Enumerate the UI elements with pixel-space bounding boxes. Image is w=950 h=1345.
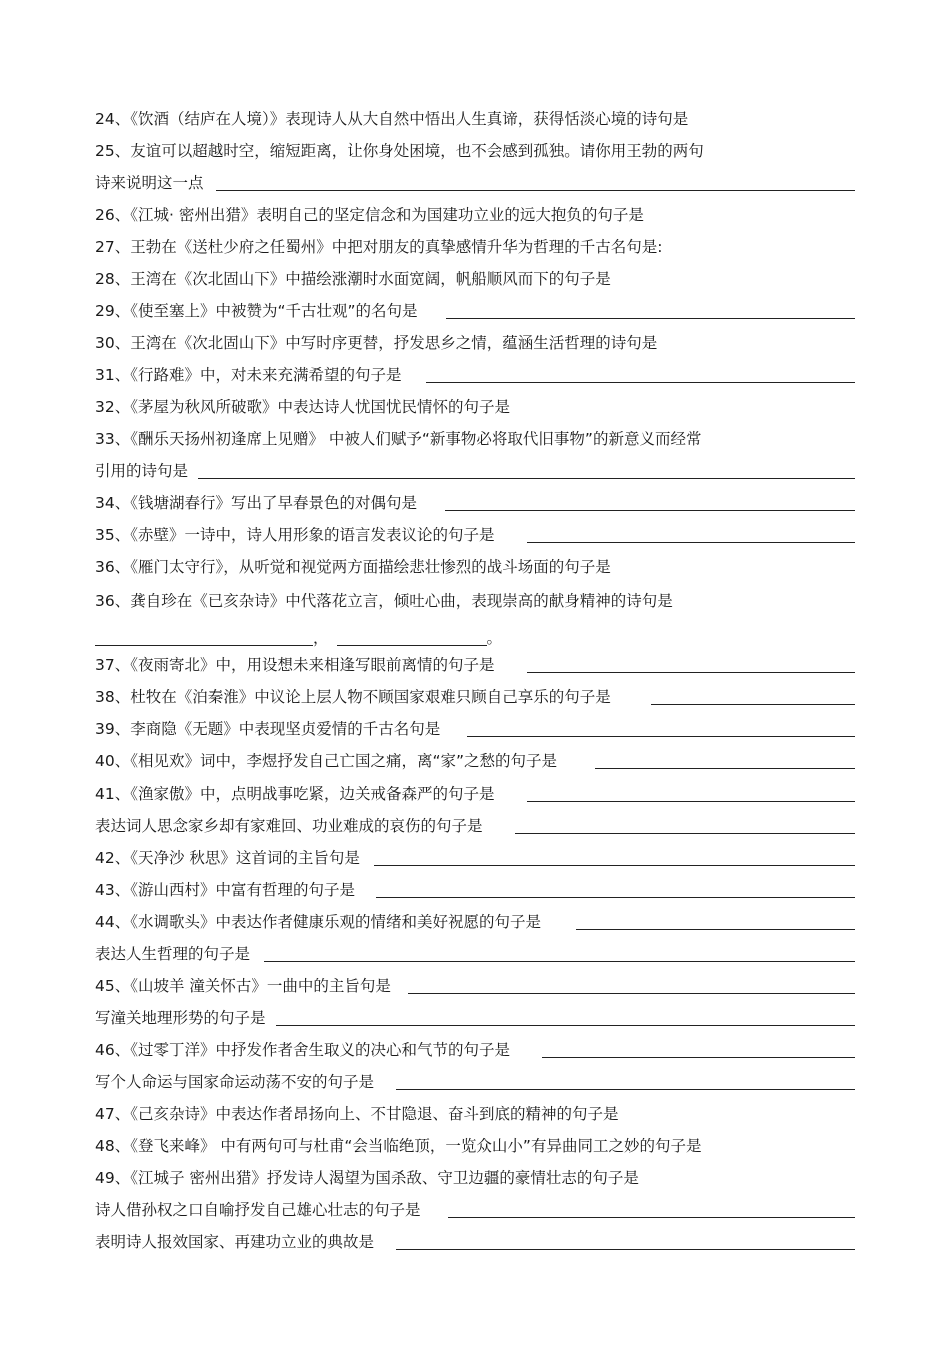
answer-blank[interactable] [527, 654, 855, 673]
question-text: 27、王勃在《送杜少府之任蜀州》中把对朋友的真挚感情升华为哲理的千古名句是: [95, 238, 663, 256]
question-text: 33、《酬乐天扬州初逢席上见赠》 中被人们赋予“新事物必将取代旧事物”的新意义而经常 [95, 430, 702, 448]
question-31 [95, 359, 855, 385]
question-49 [95, 1162, 855, 1188]
question-text: 38、杜牧在《泊秦淮》中议论上层人物不顾国家艰难只顾自己享乐的句子是 [95, 688, 611, 706]
question-text: 46、《过零丁洋》中抒发作者舍生取义的决心和气节的句子是 [95, 1041, 510, 1059]
answer-blank[interactable] [198, 460, 855, 479]
question-text: 26、《江城· 密州出猎》表明自己的坚定信念和为国建功立业的远大抱负的句子是 [95, 206, 644, 224]
question-text: 写个人命运与国家命运动荡不安的句子是 [95, 1073, 375, 1091]
answer-blank[interactable] [216, 172, 855, 191]
question-text: 49、《江城子 密州出猎》抒发诗人渴望为国杀敌、守卫边疆的豪情壮志的句子是 [95, 1169, 639, 1187]
answer-blank[interactable] [542, 1039, 855, 1058]
answer-blank[interactable] [374, 847, 855, 866]
comma-mark: ， [313, 629, 329, 647]
question-text: 48、《登飞来峰》 中有两句可与杜甫“会当临绝顶，一览众山小”有异曲同工之妙的句子是 [95, 1137, 702, 1155]
question-36b-answers [95, 622, 855, 648]
question-33-continued [95, 455, 855, 481]
question-text: 45、《山坡羊 潼关怀古》一曲中的主旨句是 [95, 977, 391, 995]
answer-blank[interactable] [527, 783, 855, 802]
question-32 [95, 391, 855, 417]
answer-blank[interactable] [448, 1199, 855, 1218]
question-44 [95, 906, 855, 932]
question-text: 44、《水调歌头》中表达作者健康乐观的情绪和美好祝愿的句子是 [95, 913, 541, 931]
answer-blank[interactable] [337, 627, 487, 646]
question-37 [95, 649, 855, 675]
question-text: 42、《天净沙 秋思》这首词的主旨句是 [95, 849, 360, 867]
question-35 [95, 519, 855, 545]
question-text: 诗人借孙权之口自喻抒发自己雄心壮志的句子是 [95, 1201, 421, 1219]
question-text: 表达词人思念家乡却有家难回、功业难成的哀伤的句子是 [95, 817, 483, 835]
question-36b [95, 585, 855, 611]
question-24 [95, 103, 855, 129]
question-34 [95, 487, 855, 513]
question-text: 47、《己亥杂诗》中表达作者昂扬向上、不甘隐退、奋斗到底的精神的句子是 [95, 1105, 619, 1123]
question-text: 40、《相见欢》词中，李煜抒发自己亡国之痛，离“家”之愁的句子是 [95, 752, 558, 770]
question-text: 表明诗人报效国家、再建功立业的典故是 [95, 1233, 375, 1251]
question-text: 32、《茅屋为秋风所破歌》中表达诗人忧国忧民情怀的句子是 [95, 398, 510, 416]
answer-blank[interactable] [446, 300, 855, 319]
question-33 [95, 423, 855, 449]
question-46-part2 [95, 1066, 855, 1092]
question-25-continued [95, 167, 855, 193]
question-text: 诗来说明这一点 [95, 174, 204, 192]
question-25 [95, 135, 855, 161]
answer-blank[interactable] [527, 524, 855, 543]
answer-blank[interactable] [264, 943, 855, 962]
question-text: 25、友谊可以超越时空，缩短距离，让你身处困境，也不会感到孤独。请你用王勃的两句 [95, 142, 704, 160]
question-36a [95, 551, 855, 577]
question-29 [95, 295, 855, 321]
question-49-part2 [95, 1194, 855, 1220]
question-28 [95, 263, 855, 289]
answer-blank[interactable] [445, 492, 855, 511]
question-text: 表达人生哲理的句子是 [95, 945, 251, 963]
question-47 [95, 1098, 855, 1124]
question-text: 写潼关地理形势的句子是 [95, 1009, 266, 1027]
answer-blank[interactable] [515, 815, 855, 834]
question-40 [95, 745, 855, 771]
answer-blank[interactable] [276, 1007, 855, 1026]
answer-blank[interactable] [396, 1231, 855, 1250]
question-27 [95, 231, 855, 257]
question-45 [95, 970, 855, 996]
answer-blank[interactable] [651, 686, 855, 705]
question-39 [95, 713, 855, 739]
question-41-part2 [95, 810, 855, 836]
question-text: 36、《雁门太守行》，从听觉和视觉两方面描绘悲壮惨烈的战斗场面的句子是 [95, 558, 611, 576]
question-text: 41、《渔家傲》中，点明战事吃紧，边关戒备森严的句子是 [95, 785, 495, 803]
question-41 [95, 778, 855, 804]
question-30 [95, 327, 855, 353]
question-text: 28、王湾在《次北固山下》中描绘涨潮时水面宽阔，帆船顺风而下的句子是 [95, 270, 611, 288]
answer-blank[interactable] [576, 911, 855, 930]
question-48 [95, 1130, 855, 1156]
question-42 [95, 842, 855, 868]
answer-blank[interactable] [595, 750, 855, 769]
answer-blank[interactable] [376, 879, 855, 898]
question-text: 34、《钱塘湖春行》写出了早春景色的对偶句是 [95, 494, 417, 512]
period-mark: 。 [486, 629, 503, 647]
answer-blank[interactable] [408, 975, 855, 994]
answer-blank[interactable] [95, 627, 313, 646]
question-text: 30、王湾在《次北固山下》中写时序更替，抒发思乡之情，蕴涵生活哲理的诗句是 [95, 334, 658, 352]
question-49-part3 [95, 1226, 855, 1252]
question-text: 39、李商隐《无题》中表现坚贞爱情的千古名句是 [95, 720, 441, 738]
question-text: 31、《行路难》中，对未来充满希望的句子是 [95, 366, 402, 384]
answer-blank[interactable] [467, 718, 855, 737]
question-text: 24、《饮酒（结庐在人境）》表现诗人从大自然中悟出人生真谛，获得恬淡心境的诗句是 [95, 110, 689, 128]
question-text: 37、《夜雨寄北》中，用设想未来相逢写眼前离情的句子是 [95, 656, 495, 674]
answer-blank[interactable] [426, 364, 855, 383]
question-38 [95, 681, 855, 707]
question-text: 29、《使至塞上》中被赞为“千古壮观”的名句是 [95, 302, 418, 320]
question-text: 35、《赤壁》一诗中，诗人用形象的语言发表议论的句子是 [95, 526, 495, 544]
question-45-part2 [95, 1002, 855, 1028]
question-43 [95, 874, 855, 900]
question-44-part2 [95, 938, 855, 964]
question-46 [95, 1034, 855, 1060]
question-text: 36、龚自珍在《已亥杂诗》中代落花立言，倾吐心曲，表现崇高的献身精神的诗句是 [95, 592, 673, 610]
question-26 [95, 199, 855, 225]
answer-blank[interactable] [396, 1071, 855, 1090]
question-text: 引用的诗句是 [95, 462, 189, 480]
question-text: 43、《游山西村》中富有哲理的句子是 [95, 881, 355, 899]
